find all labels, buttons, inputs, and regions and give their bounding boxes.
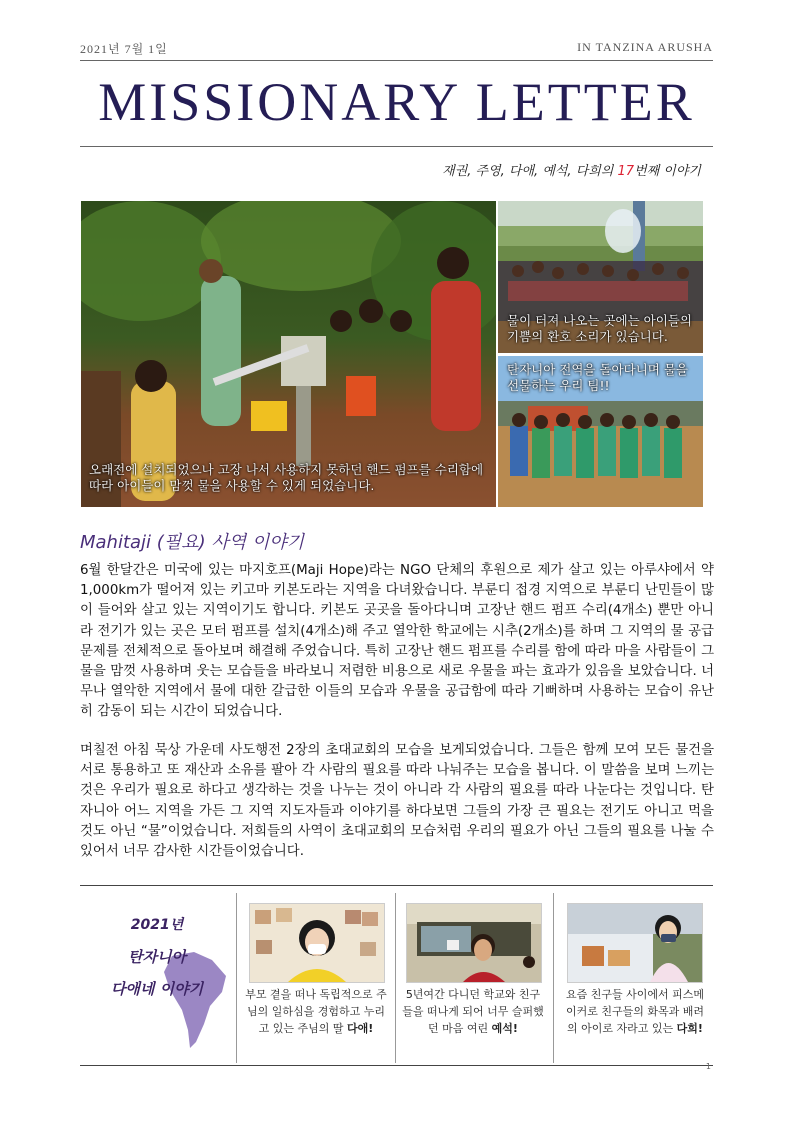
country-label: 탄자니아 xyxy=(128,948,186,966)
children-water-caption: 물이 터져 나오는 곳에는 아이들의 기쁨의 환호 소리가 있습니다. xyxy=(507,313,692,344)
yeseok-photo xyxy=(406,903,542,983)
children-water-photo xyxy=(498,201,703,353)
daae-text: 부모 곁을 떠나 독립적으로 주님의 일하심을 경험하고 누리고 있는 주님의 딸 xyxy=(245,988,387,1035)
dahee-name: 다희! xyxy=(676,1022,703,1035)
section-heading: Mahitaji (필요) 사역 이야기 xyxy=(80,532,304,553)
subtitle-names: 재권, 주영, 다애, 예석, 다희의 xyxy=(442,164,618,179)
top-divider xyxy=(80,60,713,61)
subtitle-number: 17 xyxy=(617,164,635,179)
yeseok-text: 5년여간 다니던 학교와 친구들을 떠나게 되어 너무 슬퍼했던 마음 여린 xyxy=(402,988,544,1035)
yeseok-caption xyxy=(402,986,544,1037)
hand-pump-photo xyxy=(81,201,496,507)
card-divider-1 xyxy=(236,893,237,1063)
family-story-label: 다애네 이야기 xyxy=(110,980,204,998)
team-caption: 탄자니아 전역을 돌아다니며 물을 선물하는 우리 팀!! xyxy=(507,362,688,393)
bottom-top-divider xyxy=(80,885,713,886)
daae-name: 다애! xyxy=(347,1022,374,1035)
bottom-bottom-divider xyxy=(80,1065,713,1066)
yeseok-name: 예석! xyxy=(491,1022,518,1035)
letter-subtitle xyxy=(442,160,701,179)
daae-photo xyxy=(249,903,385,983)
letter-location: IN TANZINA ARUSHA xyxy=(577,40,713,54)
title-divider xyxy=(80,146,713,147)
card-divider-3 xyxy=(553,893,554,1063)
page-number: 1 xyxy=(705,1062,711,1071)
dahee-text: 요즘 친구들 사이에서 피스메이커로 친구들의 화목과 배려의 아이로 자라고 있는 xyxy=(565,988,704,1035)
year-label: 2021년 xyxy=(130,917,184,933)
letter-date: 2021년 7월 1일 xyxy=(80,42,168,56)
dahee-caption xyxy=(562,986,708,1037)
article-paragraph-1: 6월 한달간은 미국에 있는 마지호프(Maji Hope)라는 NGO 단체의 후원으로 제가 살고 있는 아루샤에서 약 1,000km가 떨어져 있는 키고마 키본도라는 지역을 다녀왔습니다. 부룬디 접경 지역으로 부룬디 난민들이 많이 들어와 살고 있는 지역이기도 합니다. 키본도 곳곳을 돌아다니며 고장난 핸드 펌프 수리(4개소) 뿐만 아니라 전기가 있는 곳은 모터 펌프를 설치(4개소)해 주고 열악한 학교에는 시추(2개소)를 하며 그 지역의 물 공급 문제를 전체적으로 돌아보며 해결해 주었습니다. 특히 고장난 핸드 펌프를 수리를 함에 따라 마을 사람들이 그 물을 맘껏 사용하며 웃는 모습들을 바라보니 저렴한 비용으로 새로 우물을 파는 효과가 있음을 보았습니다. 너무나 열악한 지역에서 물에 대한 갈급한 이들의 모습과 우물을 공급함에 따라 기뻐하며 사용하는 모습이 유난히 감동이 되는 시간이 되었습니다. xyxy=(80,563,714,720)
team-photo xyxy=(498,356,703,507)
dahee-photo xyxy=(567,903,703,983)
hand-pump-caption: 오래전에 설치되었으나 고장 나서 사용하지 못하던 핸드 펌프를 수리함에 따라 아이들이 맘껏 물을 사용할 수 있게 되었습니다. xyxy=(89,462,484,493)
letter-title: MISSIONARY LETTER xyxy=(98,72,695,132)
subtitle-suffix: 번째 이야기 xyxy=(634,164,701,179)
article-paragraph-2: 며칠전 아침 묵상 가운데 사도행전 2장의 초대교회의 모습을 보게되었습니다. 그들은 함께 모여 모든 물건을 서로 통용하고 또 재산과 소유를 팔아 각 사람의 필요를 따라 나눠주는 모습을 봅니다. 이 말씀을 보며 느끼는 것은 우리가 필요로 하다고 생각하는 것을 나누는 것이 아니라 각 사람의 필요를 따라 나눈다는 것입니다. 탄자니아 어느 지역을 가든 그 지역 지도자들과 이야기를 하다보면 그들의 가장 큰 필요는 전기도 아니고 먹을 것도 아닌 “물”이었습니다. 저희들의 사역이 초대교회의 모습처럼 우리의 필요가 아닌 그들의 필요를 나눌 수 있어서 너무 감사한 시간들이었습니다. xyxy=(80,743,714,860)
card-divider-2 xyxy=(395,893,396,1063)
daae-caption xyxy=(245,986,387,1037)
